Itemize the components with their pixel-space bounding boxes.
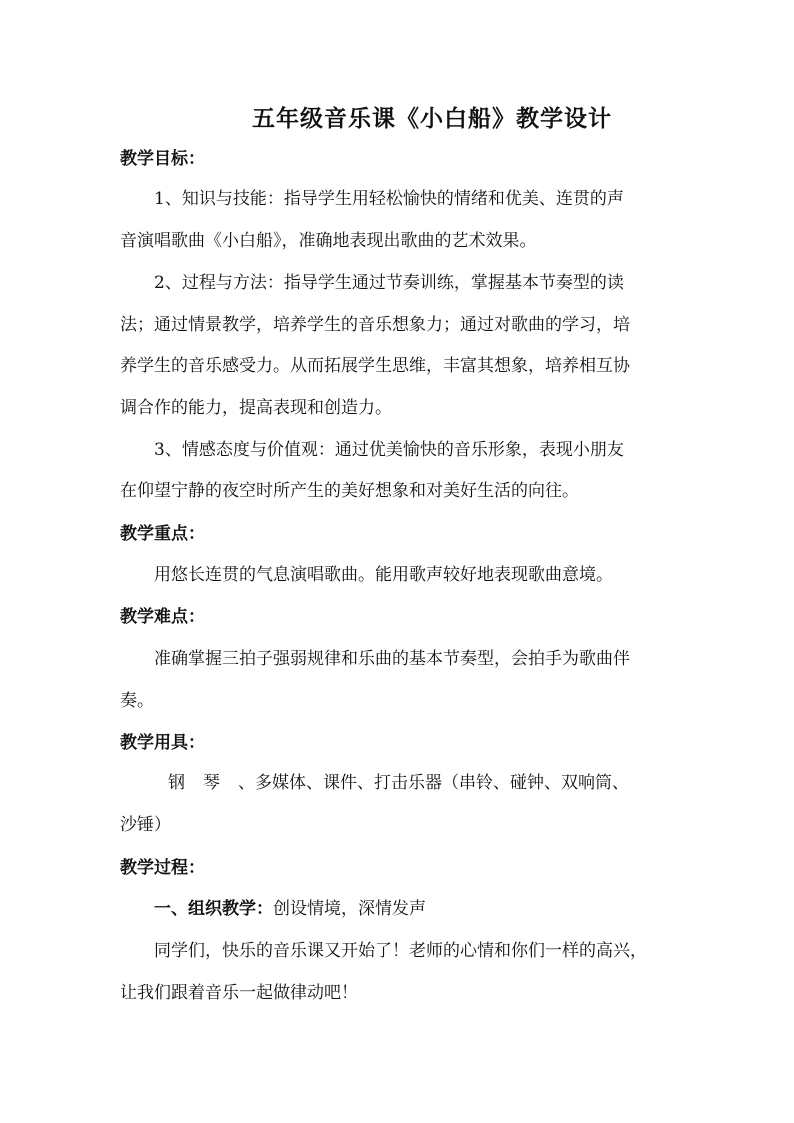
paragraph-line: 奏。	[120, 691, 154, 711]
section-heading-tools: 教学用具：	[120, 733, 205, 753]
section-heading-process: 教学过程：	[120, 858, 205, 878]
paragraph-line: 沙锤）	[120, 815, 171, 835]
paragraph-line: 2、过程与方法：指导学生通过节奏训练，掌握基本节奏型的读	[154, 273, 624, 293]
paragraph-line: 法；通过情景教学，培养学生的音乐想象力；通过对歌曲的学习，培	[120, 315, 630, 335]
section-heading-key-points: 教学重点：	[120, 524, 205, 544]
paragraph-line: 调合作的能力，提高表现和创造力。	[120, 398, 392, 418]
tools-piano-char: 琴	[203, 773, 220, 793]
page-title: 五年级音乐课《小白船》教学设计	[252, 105, 612, 132]
paragraph-line: 养学生的音乐感受力。从而拓展学生思维，丰富其想象，培养相互协	[120, 356, 630, 376]
paragraph-line: 让我们跟着音乐一起做律动吧！	[120, 983, 358, 1003]
process-step-text: 创设情境，深情发声	[273, 899, 426, 919]
tools-list: 、多媒体、课件、打击乐器（串铃、碰钟、双响筒、	[238, 773, 629, 793]
tools-line	[168, 771, 728, 795]
tools-piano-char: 钢	[168, 773, 185, 793]
paragraph-line: 3、情感态度与价值观：通过优美愉快的音乐形象，表现小朋友	[154, 440, 624, 460]
paragraph-line: 音演唱歌曲《小白船》，准确地表现出歌曲的艺术效果。	[120, 231, 537, 251]
paragraph-line: 用悠长连贯的气息演唱歌曲。能用歌声较好地表现歌曲意境。	[154, 565, 613, 585]
paragraph-line: 1、知识与技能：指导学生用轻松愉快的情绪和优美、连贯的声	[154, 189, 624, 209]
paragraph-line: 同学们，快乐的音乐课又开始了！老师的心情和你们一样的高兴，	[154, 941, 647, 961]
section-heading-objectives: 教学目标：	[120, 149, 205, 169]
paragraph-line: 准确掌握三拍子强弱规律和乐曲的基本节奏型，会拍手为歌曲伴	[154, 649, 630, 669]
paragraph-line: 在仰望宁静的夜空时所产生的美好想象和对美好生活的向往。	[120, 481, 579, 501]
process-step-label: 一、组织教学：	[154, 899, 273, 919]
process-step-line	[154, 897, 714, 921]
section-heading-difficulties: 教学难点：	[120, 607, 205, 627]
